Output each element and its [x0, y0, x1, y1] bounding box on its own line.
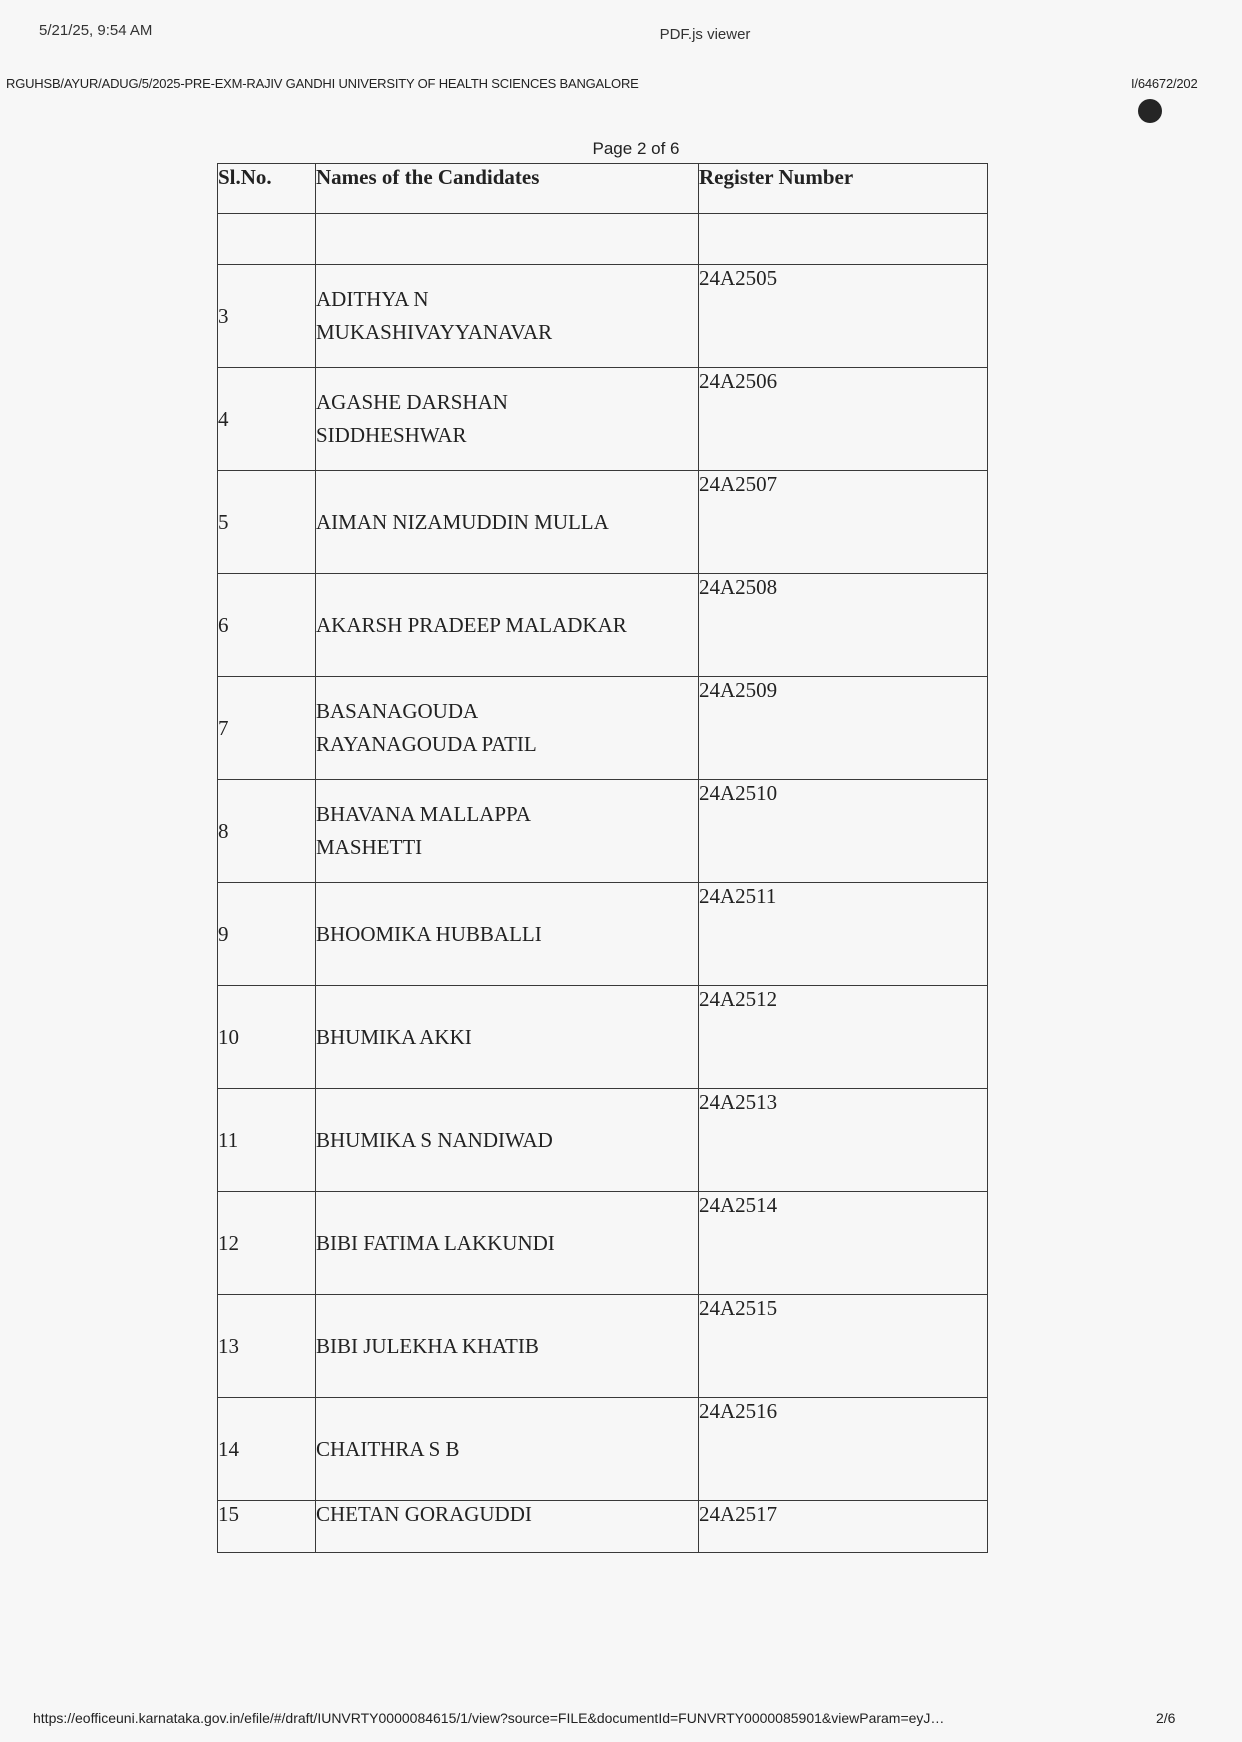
sl-cell: 10 — [218, 986, 316, 1089]
table-row — [218, 883, 988, 986]
name-line: AGASHE DARSHAN — [316, 390, 508, 414]
file-number: I/64672/202 — [1131, 76, 1198, 91]
header-candidate-names: Names of the Candidates — [316, 164, 699, 214]
sl-cell: 6 — [218, 574, 316, 677]
candidates-table — [217, 163, 988, 1553]
register-cell: 24A2515 — [699, 1295, 988, 1398]
sl-cell: 9 — [218, 883, 316, 986]
name-line: BHOOMIKA HUBBALLI — [316, 921, 542, 946]
name-line: BHUMIKA AKKI — [316, 1024, 472, 1049]
sl-cell — [218, 214, 316, 265]
sl-cell: 13 — [218, 1295, 316, 1398]
scan-mark-dot — [1138, 99, 1162, 123]
table-row — [218, 1089, 988, 1192]
name-cell — [316, 471, 699, 574]
name-line: BHUMIKA S NANDIWAD — [316, 1127, 553, 1152]
table-row — [218, 986, 988, 1089]
header-register-number: Register Number — [699, 164, 988, 214]
name-line: BIBI FATIMA LAKKUNDI — [316, 1230, 555, 1255]
footer-page-number: 2/6 — [1156, 1710, 1176, 1726]
table-row — [218, 1398, 988, 1501]
table-row — [218, 1192, 988, 1295]
name-cell — [316, 1295, 699, 1398]
sl-cell: 12 — [218, 1192, 316, 1295]
name-line: SIDDHESHWAR — [316, 423, 467, 447]
name-cell — [316, 574, 699, 677]
register-cell: 24A2513 — [699, 1089, 988, 1192]
table-row — [218, 1295, 988, 1398]
name-line: CHAITHRA S B — [316, 1436, 460, 1461]
file-reference: RGUHSB/AYUR/ADUG/5/2025-PRE-EXM-RAJIV GANDHI UNIVERSITY OF HEALTH SCIENCES BANGALORE — [6, 76, 639, 91]
register-cell: 24A2516 — [699, 1398, 988, 1501]
sl-cell: 4 — [218, 368, 316, 471]
name-cell — [316, 1398, 699, 1501]
table-row — [218, 265, 988, 368]
sl-cell: 11 — [218, 1089, 316, 1192]
name-cell — [316, 265, 699, 368]
name-line: AKARSH PRADEEP MALADKAR — [316, 612, 627, 637]
register-cell: 24A2506 — [699, 368, 988, 471]
table-row — [218, 677, 988, 780]
sl-cell: 8 — [218, 780, 316, 883]
table-row — [218, 368, 988, 471]
register-cell: 24A2509 — [699, 677, 988, 780]
sl-cell: 3 — [218, 265, 316, 368]
name-line: AIMAN NIZAMUDDIN MULLA — [316, 509, 609, 534]
footer-url: https://eofficeuni.karnataka.gov.in/efile/#/draft/IUNVRTY0000084615/1/view?source=FILE&documentId=FUNVRTY0000085901&viewParam=eyJ… — [33, 1710, 945, 1726]
register-cell: 24A2511 — [699, 883, 988, 986]
register-cell: 24A2512 — [699, 986, 988, 1089]
name-line: BHAVANA MALLAPPA — [316, 802, 531, 826]
name-cell — [316, 986, 699, 1089]
register-cell: 24A2510 — [699, 780, 988, 883]
name-line: ADITHYA N — [316, 287, 429, 311]
sl-cell: 5 — [218, 471, 316, 574]
register-cell: 24A2514 — [699, 1192, 988, 1295]
register-cell: 24A2507 — [699, 471, 988, 574]
name-cell — [316, 1192, 699, 1295]
table-header-row — [218, 164, 988, 214]
name-cell — [316, 1501, 699, 1553]
print-datetime: 5/21/25, 9:54 AM — [39, 22, 153, 39]
name-cell — [316, 214, 699, 265]
sl-cell: 14 — [218, 1398, 316, 1501]
register-cell — [699, 214, 988, 265]
sl-cell: 15 — [218, 1501, 316, 1553]
register-cell: 24A2508 — [699, 574, 988, 677]
register-cell: 24A2505 — [699, 265, 988, 368]
table-row — [218, 471, 988, 574]
name-line: BIBI JULEKHA KHATIB — [316, 1333, 539, 1358]
table-row — [218, 1501, 988, 1553]
name-line: RAYANAGOUDA PATIL — [316, 732, 537, 756]
name-cell — [316, 677, 699, 780]
name-line: BASANAGOUDA — [316, 699, 479, 723]
sl-cell: 7 — [218, 677, 316, 780]
name-cell — [316, 883, 699, 986]
name-cell — [316, 368, 699, 471]
name-line: CHETAN GORAGUDDI — [316, 1502, 532, 1526]
name-cell — [316, 1089, 699, 1192]
table-row-empty — [218, 214, 988, 265]
name-cell — [316, 780, 699, 883]
print-page-title: PDF.js viewer — [659, 26, 751, 43]
page-label: Page 2 of 6 — [592, 139, 680, 158]
table-row — [218, 780, 988, 883]
name-line: MASHETTI — [316, 835, 423, 859]
header-sl-no: Sl.No. — [218, 164, 316, 214]
table-row — [218, 574, 988, 677]
register-cell: 24A2517 — [699, 1501, 988, 1553]
name-line: MUKASHIVAYYANAVAR — [316, 320, 553, 344]
